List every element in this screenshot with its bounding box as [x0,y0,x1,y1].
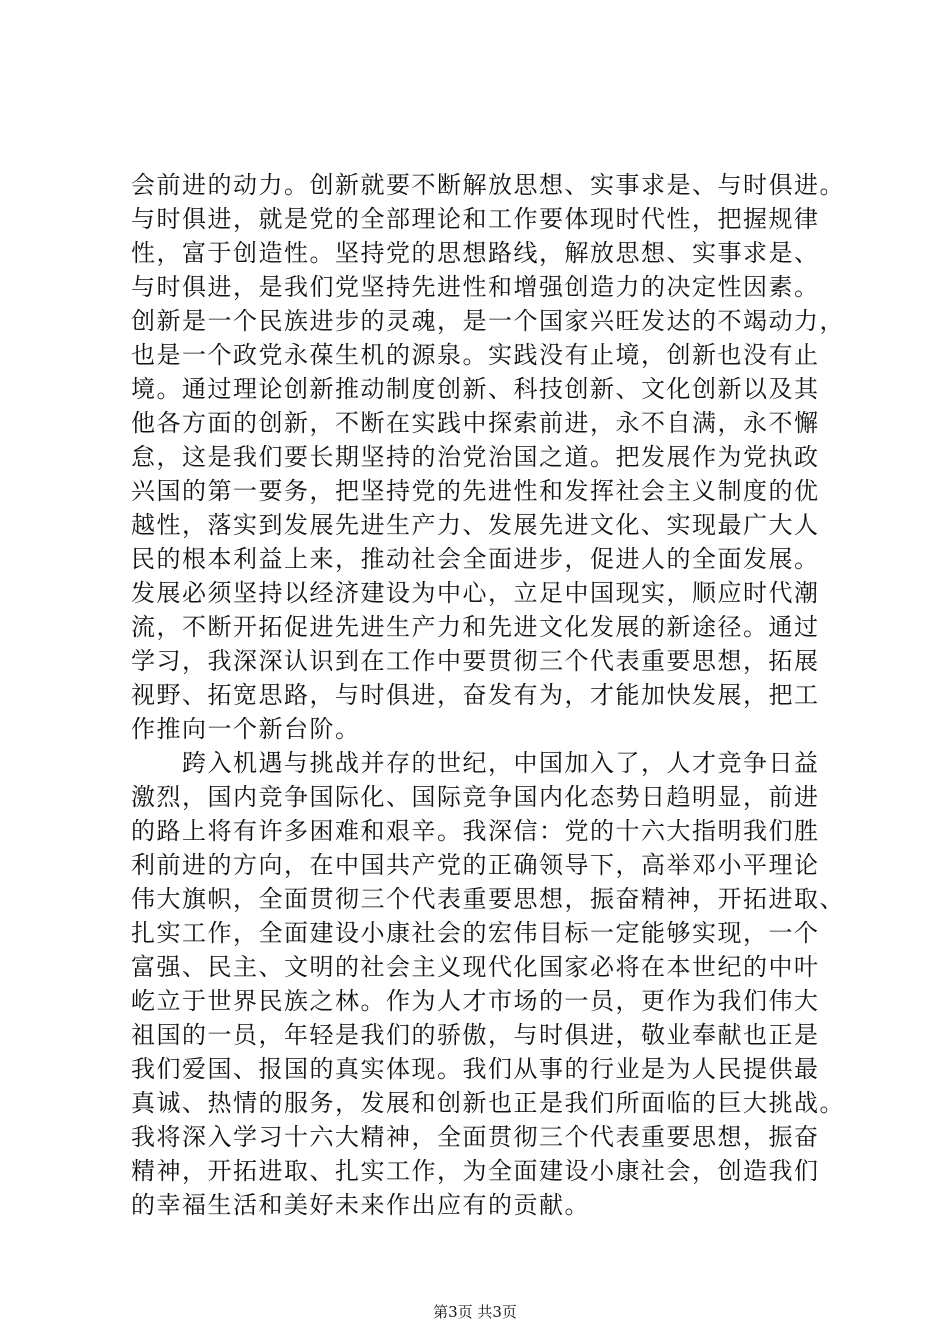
text-line: 他各方面的创新，不断在实践中探索前进，永不自满，永不懈 [131,409,820,437]
text-line: 的路上将有许多困难和艰辛。我深信：党的十六大指明我们胜 [131,817,820,845]
text-line: 祖国的一员，年轻是我们的骄傲，与时俱进，敬业奉献也正是 [131,1021,820,1049]
text-line: 视野、拓宽思路，与时俱进，奋发有为，才能加快发展，把工 [131,681,820,709]
text-line: 民的根本利益上来，推动社会全面进步，促进人的全面发展。 [131,545,820,573]
text-line: 发展必须坚持以经济建设为中心，立足中国现实，顺应时代潮 [131,579,820,607]
text-line: 兴国的第一要务，把坚持党的先进性和发挥社会主义制度的优 [131,477,820,505]
text-line: 利前进的方向，在中国共产党的正确领导下，高举邓小平理论 [131,851,820,879]
text-line: 学习，我深深认识到在工作中要贯彻三个代表重要思想，拓展 [131,647,820,675]
text-line: 扎实工作，全面建设小康社会的宏伟目标一定能够实现，一个 [131,919,820,947]
text-line: 流，不断开拓促进先进生产力和先进文化发展的新途径。通过 [131,613,820,641]
text-line: 精神，开拓进取、扎实工作，为全面建设小康社会，创造我们 [131,1157,820,1185]
text-line: 怠，这是我们要长期坚持的治党治国之道。把发展作为党执政 [131,443,820,471]
text-line: 激烈，国内竞争国际化、国际竞争国内化态势日趋明显，前进 [131,783,820,811]
text-line: 的幸福生活和美好未来作出应有的贡献。 [131,1191,590,1219]
text-line: 我们爱国、报国的真实体现。我们从事的行业是为人民提供最 [131,1055,820,1083]
text-line: 境。通过理论创新推动制度创新、科技创新、文化创新以及其 [131,375,820,403]
text-line: 我将深入学习十六大精神，全面贯彻三个代表重要思想，振奋 [131,1123,820,1151]
text-line: 性，富于创造性。坚持党的思想路线，解放思想、实事求是、 [131,239,820,267]
text-line: 越性，落实到发展先进生产力、发展先进文化、实现最广大人 [131,511,820,539]
text-line: 富强、民主、文明的社会主义现代化国家必将在本世纪的中叶 [131,953,820,981]
text-line: 屹立于世界民族之林。作为人才市场的一员，更作为我们伟大 [131,987,820,1015]
text-line: 伟大旗帜，全面贯彻三个代表重要思想，振奋精神，开拓进取、 [131,885,845,913]
text-line: 也是一个政党永葆生机的源泉。实践没有止境，创新也没有止 [131,341,820,369]
page-number-footer: 第3页 共3页 [433,1303,517,1321]
text-line: 作推向一个新台阶。 [131,715,361,743]
text-line: 跨入机遇与挑战并存的世纪，中国加入了，人才竞争日益 [131,749,820,777]
text-line: 与时俱进，是我们党坚持先进性和增强创造力的决定性因素。 [131,273,820,301]
text-line: 会前进的动力。创新就要不断解放思想、实事求是、与时俱进。 [131,171,845,199]
text-line: 创新是一个民族进步的灵魂，是一个国家兴旺发达的不竭动力， [131,307,845,335]
text-line: 与时俱进，就是党的全部理论和工作要体现时代性，把握规律 [131,205,820,233]
text-line: 真诚、热情的服务，发展和创新也正是我们所面临的巨大挑战。 [131,1089,845,1117]
